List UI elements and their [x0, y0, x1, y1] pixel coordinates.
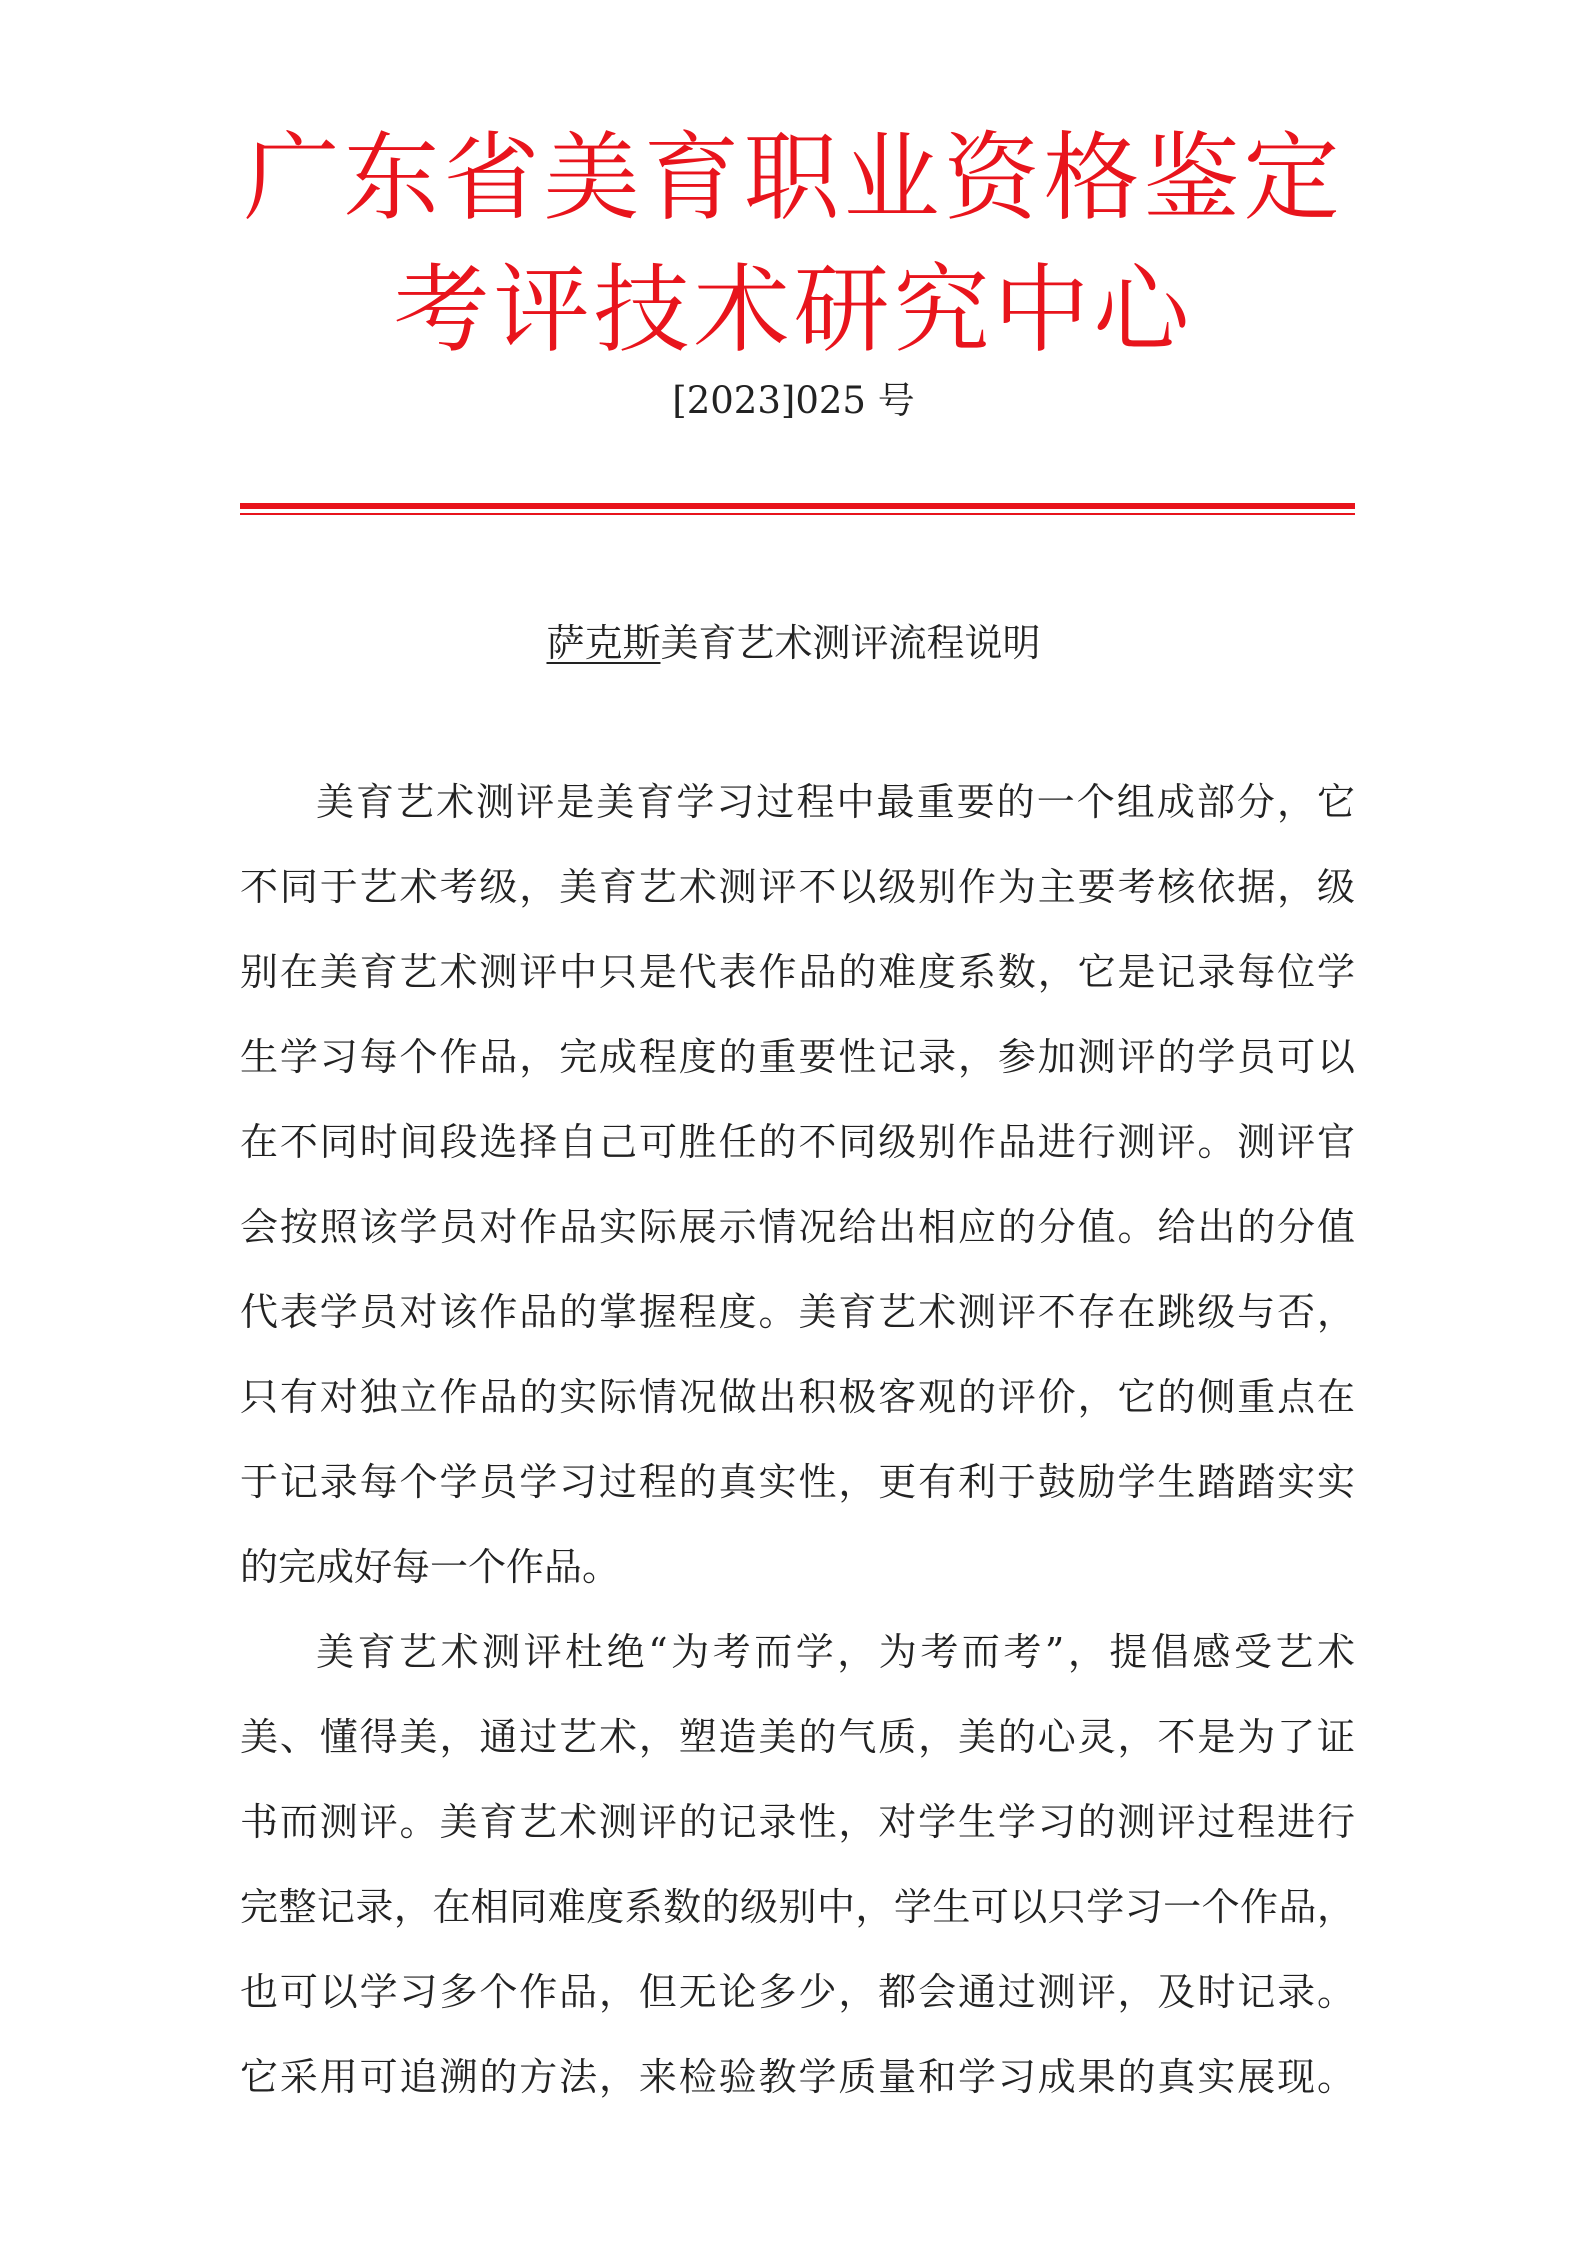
paragraph-line: 它采用可追溯的方法，来检验教学质量和学习成果的真实展现。	[240, 2055, 1355, 2099]
paragraph-line: 生学习每个作品，完成程度的重要性记录，参加测评的学员可以	[240, 1035, 1355, 1079]
paragraph-2	[240, 1620, 1355, 2130]
paragraph-line: 美、懂得美，通过艺术，塑造美的气质，美的心灵，不是为了证	[240, 1715, 1355, 1759]
paragraph-line: 美育艺术测评杜绝“为考而学，为考而考”，提倡感受艺术	[316, 1630, 1355, 1674]
paragraph-line: 会按照该学员对作品实际展示情况给出相应的分值。给出的分值	[240, 1205, 1355, 1249]
paragraph-line: 代表学员对该作品的掌握程度。美育艺术测评不存在跳级与否，	[240, 1290, 1355, 1334]
red-divider-thin	[240, 513, 1355, 515]
paragraph-line: 书而测评。美育艺术测评的记录性，对学生学习的测评过程进行	[240, 1800, 1355, 1844]
org-name-line2: 考评技术研究中心	[393, 254, 1194, 366]
document-number: [2023]025 号	[672, 379, 915, 422]
document-title-rest: 美育艺术测评流程说明	[660, 621, 1041, 665]
paragraph-line: 不同于艺术考级，美育艺术测评不以级别作为主要考核依据，级	[240, 865, 1355, 909]
paragraph-line: 完整记录，在相同难度系数的级别中，学生可以只学习一个作品，	[240, 1885, 1355, 1929]
document-body	[240, 770, 1355, 2130]
paragraph-line: 别在美育艺术测评中只是代表作品的难度系数，它是记录每位学	[240, 950, 1355, 994]
paragraph-1	[240, 770, 1355, 1620]
paragraph-line: 的完成好每一个作品。	[240, 1545, 621, 1589]
document-title	[0, 612, 1587, 667]
paragraph-line: 也可以学习多个作品，但无论多少，都会通过测评，及时记录。	[240, 1970, 1355, 2014]
paragraph-line: 只有对独立作品的实际情况做出积极客观的评价，它的侧重点在	[240, 1375, 1355, 1419]
paragraph-line: 美育艺术测评是美育学习过程中最重要的一个组成部分，它	[316, 780, 1355, 824]
paragraph-line: 于记录每个学员学习过程的真实性，更有利于鼓励学生踏踏实实	[240, 1460, 1355, 1504]
org-name-line1: 广东省美育职业资格鉴定	[243, 122, 1344, 234]
paragraph-line: 在不同时间段选择自己可胜任的不同级别作品进行测评。测评官	[240, 1120, 1355, 1164]
red-divider-thick	[240, 503, 1355, 509]
document-title-underlined: 萨克斯	[546, 621, 661, 665]
